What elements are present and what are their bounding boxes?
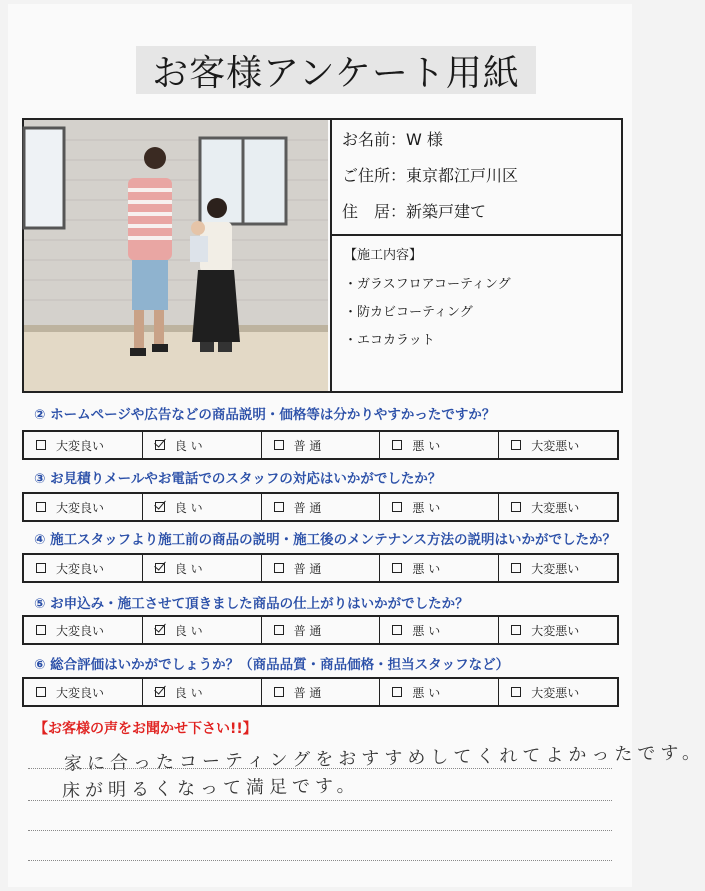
checkbox-checked-icon[interactable] — [155, 687, 165, 697]
rating-row-3 — [22, 492, 619, 522]
rating-row-5 — [22, 615, 619, 645]
option-good[interactable]: 良 い — [143, 432, 262, 458]
question-5: ⑤ お申込み・施工させて頂きました商品の仕上がりはいかがでしたか？ — [34, 596, 469, 612]
checkbox-icon[interactable] — [392, 625, 402, 635]
option-very-bad[interactable]: 大変悪い — [499, 617, 617, 643]
checkbox-icon[interactable] — [36, 502, 46, 512]
checkbox-checked-icon[interactable] — [155, 502, 165, 512]
checkbox-icon[interactable] — [36, 625, 46, 635]
checkbox-icon[interactable] — [511, 563, 521, 573]
question-6: ⑥ 総合評価はいかがでしょうか？（商品品質・商品価格・担当スタッフなど） — [34, 657, 510, 673]
option-good[interactable]: 良 い — [143, 679, 262, 705]
handwritten-comment: 家に合ったコーティングをおすすめしてくれてよかったです。 — [63, 742, 705, 775]
option-bad[interactable]: 悪 い — [380, 679, 499, 705]
comment-line — [28, 860, 612, 861]
work-item: ・ガラスフロアコーティング — [344, 277, 511, 292]
rating-row-2 — [22, 430, 619, 460]
question-3: ③ お見積りメールやお電話でのスタッフの対応はいかがでしたか？ — [34, 471, 442, 487]
customer-info — [330, 120, 621, 236]
checkbox-icon[interactable] — [392, 502, 402, 512]
checkbox-icon[interactable] — [392, 687, 402, 697]
customer-residence: 住 居：新築戸建て — [342, 202, 487, 221]
checkbox-icon[interactable] — [392, 563, 402, 573]
title-bar — [136, 46, 536, 94]
checkbox-icon[interactable] — [511, 502, 521, 512]
customer-photo — [24, 120, 328, 391]
question-4: ④ 施工スタッフより施工前の商品の説明・施工後のメンテナンス方法の説明はいかがでしたか？ — [34, 532, 617, 548]
option-very-bad[interactable]: 大変悪い — [499, 555, 617, 581]
checkbox-icon[interactable] — [274, 440, 284, 450]
checkbox-icon[interactable] — [36, 563, 46, 573]
checkbox-checked-icon[interactable] — [155, 563, 165, 573]
checkbox-icon[interactable] — [511, 687, 521, 697]
option-very-bad[interactable]: 大変悪い — [499, 679, 617, 705]
checkbox-icon[interactable] — [274, 687, 284, 697]
rating-row-4 — [22, 553, 619, 583]
question-2: ② ホームページや広告などの商品説明・価格等は分かりやすかったですか？ — [34, 407, 496, 423]
comment-line — [28, 768, 612, 769]
option-very-good[interactable]: 大変良い — [24, 617, 143, 643]
option-average[interactable]: 普 通 — [262, 494, 381, 520]
option-good[interactable]: 良 い — [143, 617, 262, 643]
checkbox-icon[interactable] — [511, 440, 521, 450]
customer-address: ご住所：東京都江戸川区 — [342, 166, 519, 185]
option-very-good[interactable]: 大変良い — [24, 555, 143, 581]
work-details — [330, 236, 621, 391]
checkbox-icon[interactable] — [274, 625, 284, 635]
checkbox-icon[interactable] — [274, 502, 284, 512]
option-very-bad[interactable]: 大変悪い — [499, 494, 617, 520]
option-average[interactable]: 普 通 — [262, 617, 381, 643]
option-good[interactable]: 良 い — [143, 494, 262, 520]
checkbox-icon[interactable] — [274, 563, 284, 573]
option-very-bad[interactable]: 大変悪い — [499, 432, 617, 458]
customer-name: お名前：W 様 — [342, 130, 443, 149]
option-good[interactable]: 良 い — [143, 555, 262, 581]
checkbox-checked-icon[interactable] — [155, 440, 165, 450]
option-very-good[interactable]: 大変良い — [24, 494, 143, 520]
option-very-good[interactable]: 大変良い — [24, 679, 143, 705]
option-average[interactable]: 普 通 — [262, 679, 381, 705]
comment-line — [28, 800, 612, 801]
comment-line — [28, 830, 612, 831]
work-heading: 【施工内容】 — [344, 248, 423, 263]
checkbox-icon[interactable] — [511, 625, 521, 635]
checkbox-checked-icon[interactable] — [155, 625, 165, 635]
rating-row-6 — [22, 677, 619, 707]
option-bad[interactable]: 悪 い — [380, 555, 499, 581]
option-average[interactable]: 普 通 — [262, 432, 381, 458]
option-bad[interactable]: 悪 い — [380, 494, 499, 520]
option-bad[interactable]: 悪 い — [380, 432, 499, 458]
option-average[interactable]: 普 通 — [262, 555, 381, 581]
checkbox-icon[interactable] — [392, 440, 402, 450]
handwritten-comment: 床が明るくなって満足です。 — [61, 775, 360, 802]
option-very-good[interactable]: 大変良い — [24, 432, 143, 458]
option-bad[interactable]: 悪 い — [380, 617, 499, 643]
checkbox-icon[interactable] — [36, 687, 46, 697]
voice-heading: 【お客様の声をお聞かせ下さい!!】 — [34, 721, 257, 737]
checkbox-icon[interactable] — [36, 440, 46, 450]
work-item: ・防カビコーティング — [344, 305, 473, 320]
page-title: お客様アンケート用紙 — [152, 52, 520, 94]
work-item: ・エコカラット — [344, 333, 435, 348]
